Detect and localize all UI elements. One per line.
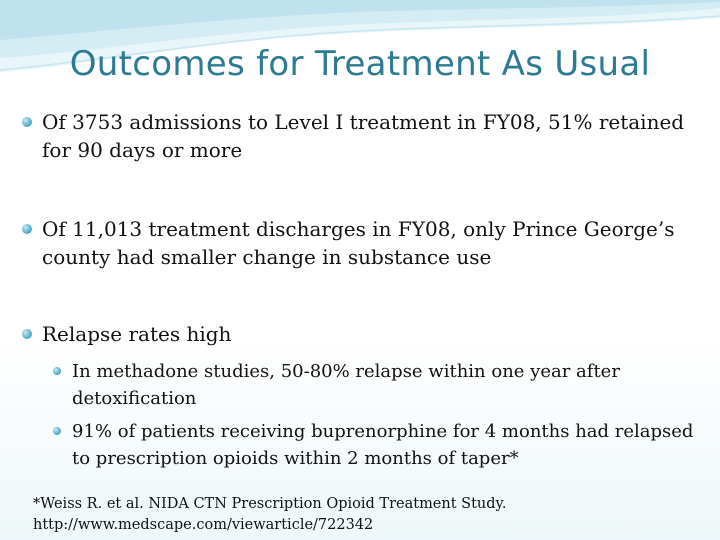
bullet-icon — [53, 367, 61, 375]
footnote-citation: *Weiss R. et al. NIDA CTN Prescription Opioid Treatment Study. — [33, 496, 507, 512]
slide-title: Outcomes for Treatment As Usual — [69, 44, 651, 84]
footnote — [33, 494, 673, 536]
bullet-item — [22, 215, 702, 271]
footnote-url: http://www.medscape.com/viewarticle/722342 — [33, 517, 374, 533]
bullet-icon — [22, 224, 32, 234]
sub-bullet-item — [22, 418, 702, 472]
bullet-icon — [53, 427, 61, 435]
bullet-text: Relapse rates high — [42, 322, 232, 346]
sub-bullet-text: 91% of patients receiving buprenorphine for 4 months had relapsed to prescription opioids within 2 months of taper* — [72, 421, 694, 469]
bullet-list — [22, 108, 702, 472]
sub-bullet-text: In methadone studies, 50-80% relapse within one year after detoxification — [72, 361, 620, 409]
bullet-icon — [22, 329, 32, 339]
bullet-item — [22, 320, 702, 348]
sub-bullet-item — [22, 358, 702, 412]
bullet-text: Of 3753 admissions to Level I treatment in FY08, 51% retained for 90 days or more — [42, 110, 685, 162]
bullet-item — [22, 108, 702, 164]
bullet-text: Of 11,013 treatment discharges in FY08, only Prince George’s county had smaller change in substance use — [42, 217, 675, 269]
bullet-icon — [22, 117, 32, 127]
